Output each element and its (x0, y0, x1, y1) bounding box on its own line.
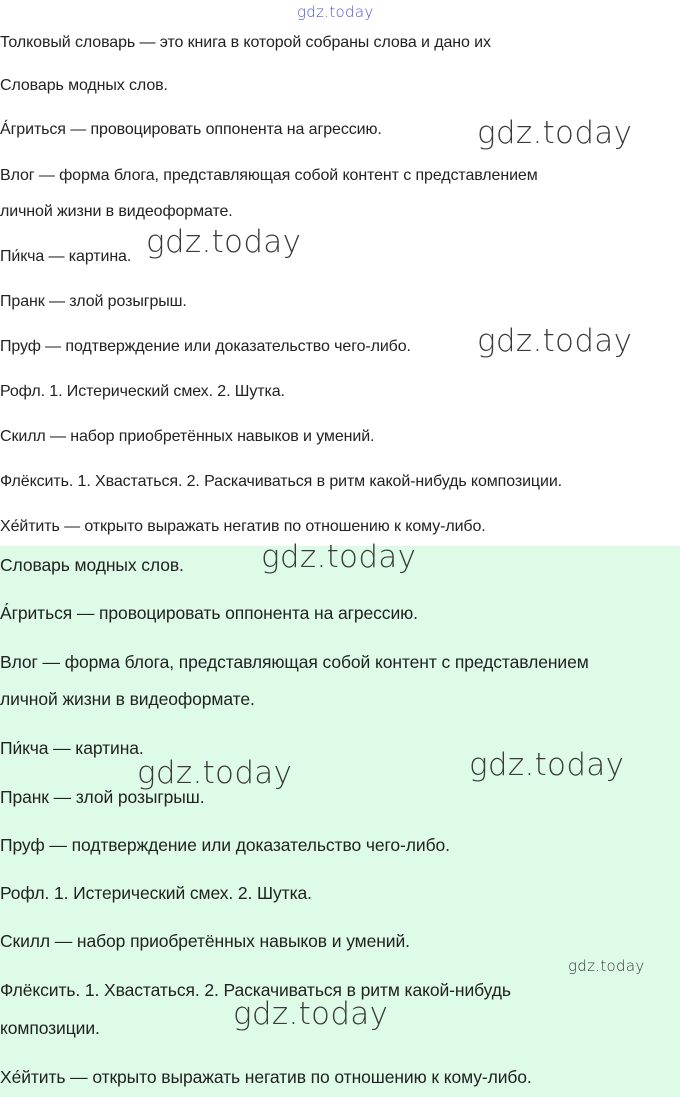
watermark-text: gdz.today (477, 323, 633, 359)
text-line: Скилл — набор приобретённых навыков и умений. (0, 428, 375, 445)
text-line: композиции. (0, 1018, 100, 1038)
text-line: А́гриться — провоцировать оппонента на агрессию. (0, 121, 382, 138)
text-line: Пи́кча — картина. (0, 248, 132, 265)
text-line: Словарь модных слов. (0, 77, 168, 94)
text-line: Пруф — подтверждение или доказательство чего-либо. (0, 835, 450, 855)
text-line: Хе́йтить — открыто выражать негатив по отношению к кому-либо. (0, 1067, 532, 1087)
text-line: Толковый словарь — это книга в которой собраны слова и дано их (0, 34, 491, 51)
watermark-text: gdz.today (233, 996, 389, 1032)
text-line: Влог — форма блога, представляющая собой контент с представлением (0, 652, 589, 672)
text-line: Пруф — подтверждение или доказательство чего-либо. (0, 338, 411, 355)
text-line: личной жизни в видеоформате. (0, 203, 233, 220)
text-line: личной жизни в видеоформате. (0, 689, 255, 709)
text-line: Рофл. 1. Истерический смех. 2. Шутка. (0, 883, 312, 903)
watermark-text: gdz.today (297, 3, 374, 21)
watermark-text: gdz.today (137, 755, 293, 791)
watermark-text: gdz.today (146, 224, 302, 260)
text-line: Флёксить. 1. Хвастаться. 2. Раскачиваться в ритм какой-нибудь (0, 980, 511, 1000)
text-line: Пранк — злой розыгрыш. (0, 293, 187, 310)
text-line: Словарь модных слов. (0, 555, 184, 575)
text-line: Рофл. 1. Истерический смех. 2. Шутка. (0, 383, 285, 400)
text-line: Хе́йтить — открыто выражать негатив по отношению к кому-либо. (0, 518, 486, 535)
watermark-text: gdz.today (568, 957, 645, 975)
watermark-text: gdz.today (477, 115, 633, 151)
watermark-text: gdz.today (261, 539, 417, 575)
watermark-text: gdz.today (469, 747, 625, 783)
text-line: Скилл — набор приобретённых навыков и умений. (0, 931, 410, 951)
text-line: Пи́кча — картина. (0, 738, 144, 758)
text-line: Флёксить. 1. Хвастаться. 2. Раскачиваться в ритм какой-нибудь композиции. (0, 473, 563, 490)
text-line: Пранк — злой розыгрыш. (0, 787, 205, 807)
text-line: Влог — форма блога, представляющая собой контент с представлением (0, 167, 538, 184)
text-line: А́гриться — провоцировать оппонента на агрессию. (0, 603, 418, 623)
